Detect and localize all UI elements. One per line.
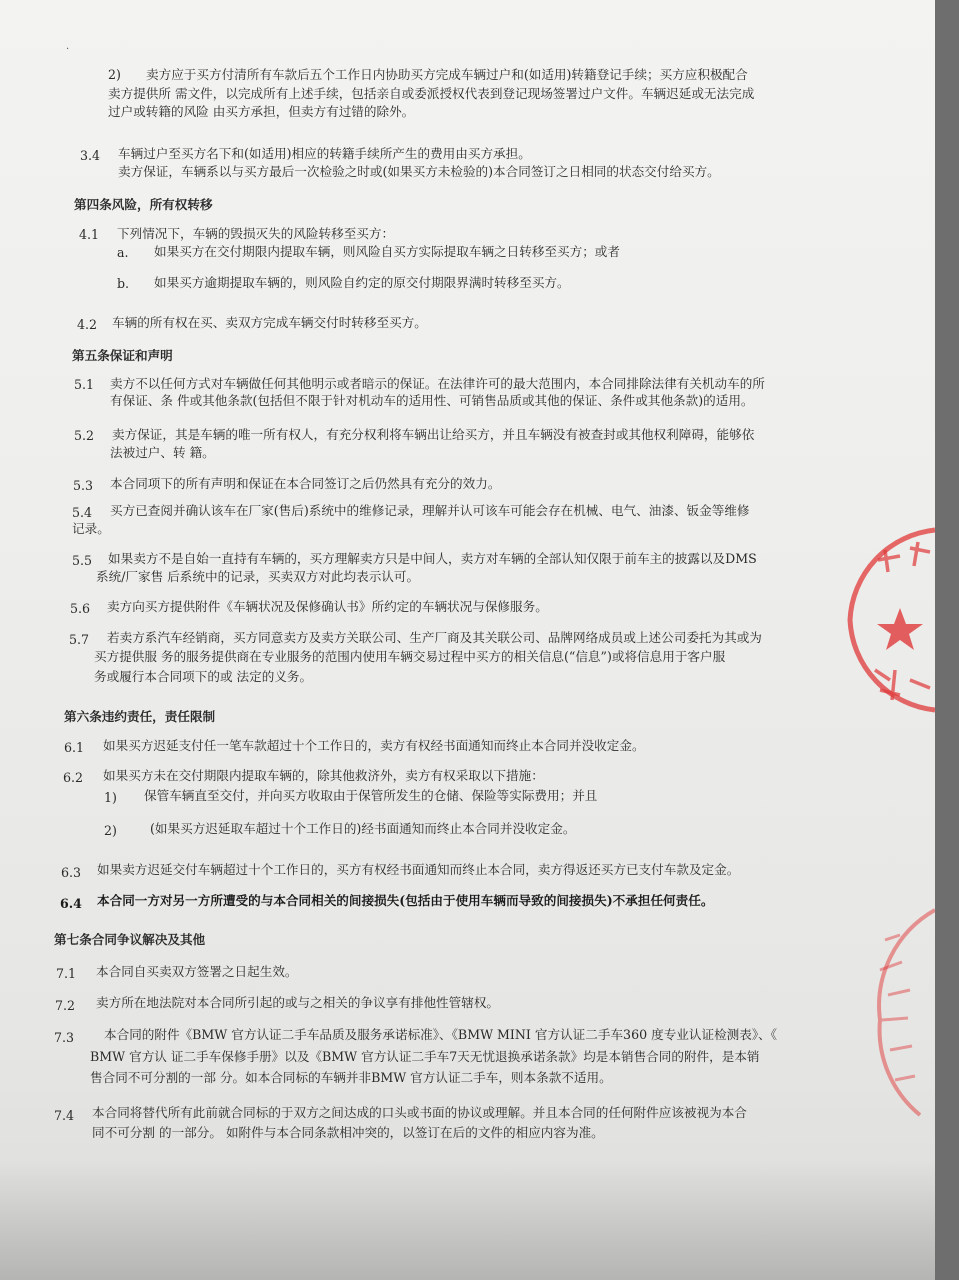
- section-heading: 第七条合同争议解决及其他: [54, 932, 206, 947]
- clause-5-2-line-2: 法被过户、转 籍。: [110, 445, 215, 460]
- clause-7-1-line-1: 本合同自买卖双方签署之日起生效。: [96, 964, 298, 979]
- clause-number: 5.3: [73, 478, 94, 493]
- item-a-text: 如果买方在交付期限内提取车辆，则风险自买方实际提取车辆之日转移至买方；或者: [154, 244, 620, 259]
- page-shadow: [0, 1160, 935, 1280]
- scan-mark: ·: [66, 44, 70, 55]
- clause-number: 7.3: [54, 1030, 75, 1045]
- item-1-text: 保管车辆直至交付，并向买方收取由于保管所发生的仓储、保险等实际费用；并且: [144, 788, 598, 803]
- item-2-line-3: 过户或转籍的风险 由买方承担，但卖方有过错的除外。: [108, 104, 415, 119]
- clause-number: 4.2: [77, 317, 98, 332]
- section-heading: 第五条保证和声明: [72, 348, 173, 363]
- clause-number: 5.6: [70, 601, 91, 616]
- clause-5-3-line-1: 本合同项下的所有声明和保证在本合同签订之后仍然具有充分的效力。: [110, 476, 501, 491]
- item-number: 2): [104, 823, 117, 838]
- item-b-text: 如果买方逾期提取车辆的，则风险自约定的原交付期限界满时转移至买方。: [154, 275, 570, 290]
- clause-7-4-line-2: 同不可分割 的一部分。 如附件与本合同条款相冲突的，以签订在后的文件的相应内容为准。: [92, 1125, 604, 1140]
- clause-number: 5.1: [74, 377, 95, 392]
- clause-number: 6.4: [60, 896, 82, 911]
- clause-number: 4.1: [79, 227, 100, 242]
- clause-7-3-line-1: 本合同的附件《BMW 官方认证二手车品质及服务承诺标准》、《BMW MINI 官方认证二手车360 度专业认证检测表》、《: [104, 1027, 778, 1042]
- clause-6-1-line-1: 如果买方迟延支付任一笔车款超过十个工作日的，卖方有权经书面通知而终止本合同并没收定金。: [103, 738, 645, 753]
- clause-4-1-line-1: 下列情况下，车辆的毁损灭失的风险转移至买方：: [117, 226, 395, 241]
- clause-number: 5.4: [72, 505, 93, 520]
- clause-5-1-line-2: 有保证、条 件或其他条款(包括但不限于针对机动车的适用性、可销售品质或其他的保证、条件或其他条款)的适用。: [110, 393, 754, 408]
- item-number: b.: [117, 276, 130, 291]
- clause-number: 7.1: [56, 966, 77, 981]
- clause-7-3-line-2: BMW 官方认 证二手车保修手册》以及《BMW 官方认证二手车7天无忧退换承诺条款》均是本销售合同的附件，是本销: [90, 1049, 760, 1064]
- clause-5-5-line-1: 如果卖方不是自始一直持有车辆的，买方理解卖方只是中间人，卖方对车辆的全部认知仅限于前车主的披露以及DMS: [108, 551, 757, 566]
- clause-5-7-line-1: 若卖方系汽车经销商，买方同意卖方及卖方关联公司、生产厂商及其关联公司、品牌网络成员或上述公司委托为其或为: [107, 630, 762, 645]
- clause-number: 5.5: [72, 553, 93, 568]
- company-seal-bottom: [860, 900, 935, 1120]
- clause-number: 7.4: [54, 1108, 75, 1123]
- clause-5-2-line-1: 卖方保证，其是车辆的唯一所有权人，有充分权利将车辆出让给买方，并且车辆没有被查封或其他权利障碍，能够依: [112, 427, 755, 442]
- section-heading: 第六条违约责任，责任限制: [64, 709, 216, 724]
- clause-3-4-line-2: 卖方保证，车辆系以与买方最后一次检验之时或(如果买方未检验的)本合同签订之日相同的状态交付给买方。: [118, 164, 720, 179]
- clause-5-4-line-2: 记录。: [72, 521, 110, 536]
- clause-number: 6.1: [64, 740, 85, 755]
- item-number: a.: [117, 245, 129, 260]
- clause-7-3-line-3: 售合同不可分割的一部 分。如本合同标的车辆并非BMW 官方认证二手车，则本条款不适用。: [90, 1070, 612, 1085]
- clause-number: 5.2: [74, 428, 95, 443]
- clause-5-1-line-1: 卖方不以任何方式对车辆做任何其他明示或者暗示的保证。在法律许可的最大范围内，本合同排除法律有关机动车的所: [110, 376, 765, 391]
- clause-3-4-line-1: 车辆过户至买方名下和(如适用)相应的转籍手续所产生的费用由买方承担。: [118, 146, 531, 161]
- clause-5-7-line-2: 买方提供服 务的服务提供商在专业服务的范围内使用车辆交易过程中买方的相关信息(“信息”)或将信息用于客户服: [94, 649, 726, 664]
- item-number: 2): [108, 67, 121, 82]
- clause-6-4-line-1: 本合同一方对另一方所遭受的与本合同相关的间接损失(包括由于使用车辆而导致的间接损失)不承担任何责任。: [97, 893, 714, 908]
- clause-5-4-line-1: 买方已查阅并确认该车在厂家(售后)系统中的维修记录，理解并认可该车可能会存在机械、电气、油漆、钣金等维修: [110, 503, 750, 518]
- clause-6-2-line-1: 如果买方未在交付期限内提取车辆的，除其他救济外，卖方有权采取以下措施：: [103, 768, 544, 783]
- item-2-line-2: 卖方提供所 需文件，以完成所有上述手续，包括亲自或委派授权代表到登记现场签署过户文件。车辆迟延或无法完成: [108, 86, 755, 101]
- clause-7-2-line-1: 卖方所在地法院对本合同所引起的或与之相关的争议享有排他性管辖权。: [96, 995, 499, 1010]
- clause-7-4-line-1: 本合同将替代所有此前就合同标的于双方之间达成的口头或书面的协议或理解。并且本合同的任何附件应该被视为本合: [92, 1105, 747, 1120]
- clause-5-5-line-2: 系统/厂家售 后系统中的记录，买卖双方对此均表示认可。: [96, 569, 420, 584]
- clause-number: 7.2: [55, 998, 76, 1013]
- clause-number: 6.2: [63, 770, 84, 785]
- clause-4-2-line-1: 车辆的所有权在买、卖双方完成车辆交付时转移至买方。: [112, 315, 427, 330]
- section-heading: 第四条风险，所有权转移: [74, 197, 213, 212]
- clause-number: 3.4: [80, 148, 101, 163]
- clause-6-3-line-1: 如果卖方迟延交付车辆超过十个工作日的，买方有权经书面通知而终止本合同，卖方得返还买方已支付车款及定金。: [97, 862, 740, 877]
- clause-5-6-line-1: 卖方向买方提供附件《车辆状况及保修确认书》所约定的车辆状况与保修服务。: [107, 599, 548, 614]
- clause-number: 5.7: [69, 632, 90, 647]
- item-2-text: (如果买方迟延取车超过十个工作日的)经书面通知而终止本合同并没收定金。: [150, 821, 576, 836]
- clause-5-7-line-3: 务或履行本合同项下的或 法定的义务。: [94, 669, 313, 684]
- company-seal-top: [840, 520, 935, 720]
- item-2-line-1: 卖方应于买方付清所有车款后五个工作日内协助买方完成车辆过户和(如适用)转籍登记手续；买方应积极配合: [146, 67, 748, 82]
- clause-number: 6.3: [61, 865, 82, 880]
- item-number: 1): [104, 790, 117, 805]
